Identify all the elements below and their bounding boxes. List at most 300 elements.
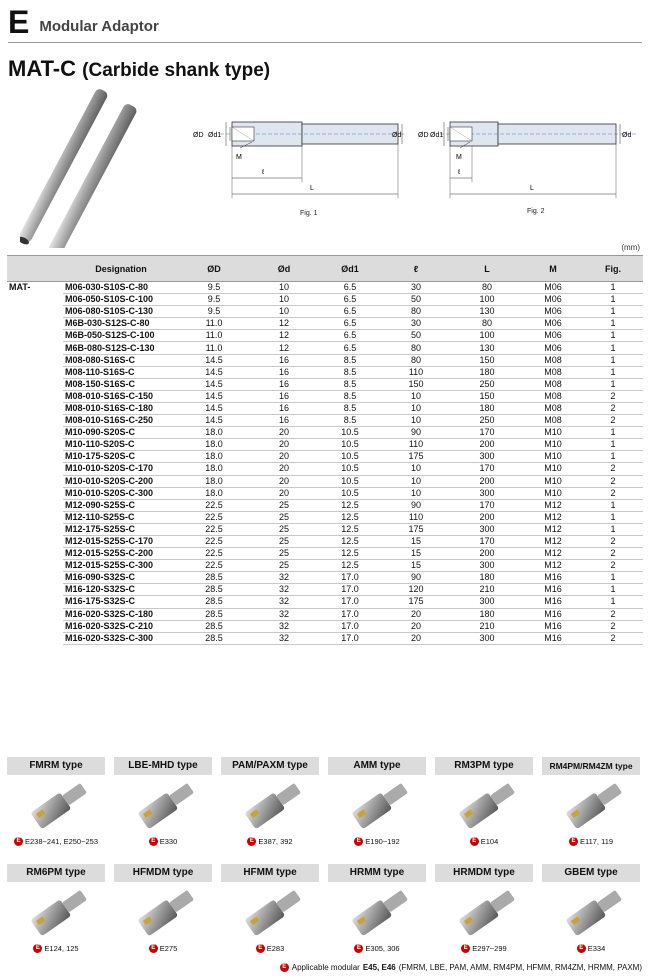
cell-L: 100 (451, 330, 523, 342)
cell-l: 10 (381, 402, 451, 414)
table-row (7, 463, 643, 475)
tool-type-card (542, 757, 640, 857)
fig1-label-d1: Ød1 (208, 132, 222, 139)
cell-l: 15 (381, 548, 451, 560)
cell-L: 200 (451, 548, 523, 560)
cell-od: 18.0 (179, 439, 249, 451)
cell-L: 130 (451, 306, 523, 318)
cell-designation: M06-030-S10S-C-80 (63, 282, 179, 294)
cell-d: 20 (249, 451, 319, 463)
page-reference-text: E334 (587, 944, 606, 953)
cell-designation: M12-015-S25S-C-170 (63, 535, 179, 547)
page-reference-text: E238~241, E250~253 (25, 837, 98, 846)
cell-L: 150 (451, 390, 523, 402)
cell-fig: 2 (583, 475, 643, 487)
cell-od: 18.0 (179, 475, 249, 487)
tool-image (328, 775, 426, 837)
cell-fig: 2 (583, 390, 643, 402)
table-row (7, 596, 643, 608)
page-reference[interactable] (114, 944, 212, 953)
cell-designation: M10-010-S20S-C-300 (63, 487, 179, 499)
cell-l: 110 (381, 439, 451, 451)
cell-d: 20 (249, 427, 319, 439)
table-row (7, 415, 643, 427)
table-row (7, 475, 643, 487)
row-prefix (7, 439, 63, 451)
cell-l: 90 (381, 572, 451, 584)
cell-fig: 1 (583, 354, 643, 366)
cell-d: 16 (249, 366, 319, 378)
row-prefix (7, 451, 63, 463)
figure-2-drawing (418, 108, 648, 218)
cell-L: 300 (451, 487, 523, 499)
row-prefix (7, 342, 63, 354)
cell-d1: 8.5 (319, 390, 381, 402)
cell-d1: 17.0 (319, 584, 381, 596)
cell-od: 28.5 (179, 584, 249, 596)
cell-l: 90 (381, 499, 451, 511)
cell-designation: M08-010-S16S-C-250 (63, 415, 179, 427)
cell-d1: 6.5 (319, 282, 381, 294)
reference-icon: E (14, 837, 23, 846)
row-prefix (7, 584, 63, 596)
cell-od: 14.5 (179, 366, 249, 378)
header-prefix (7, 256, 63, 282)
cell-od: 14.5 (179, 378, 249, 390)
cell-fig: 2 (583, 463, 643, 475)
table-row (7, 560, 643, 572)
header-d: Ød (249, 256, 319, 282)
table-row (7, 572, 643, 584)
cell-L: 180 (451, 608, 523, 620)
table-row (7, 342, 643, 354)
cell-l: 10 (381, 415, 451, 427)
tool-type-card (328, 864, 426, 964)
footer-note (280, 963, 642, 972)
page-reference[interactable] (7, 944, 105, 953)
cell-d: 16 (249, 354, 319, 366)
cell-d1: 12.5 (319, 511, 381, 523)
cell-l: 110 (381, 366, 451, 378)
cell-od: 9.5 (179, 294, 249, 306)
tool-type-label: RM6PM type (7, 864, 105, 882)
cell-fig: 2 (583, 487, 643, 499)
tool-image (435, 882, 533, 944)
fig1-label-d: Ød (392, 132, 402, 139)
cell-L: 80 (451, 282, 523, 294)
page-reference[interactable] (328, 944, 426, 953)
cell-od: 18.0 (179, 427, 249, 439)
row-prefix (7, 378, 63, 390)
cell-d: 12 (249, 342, 319, 354)
cell-designation: M6B-030-S12S-C-80 (63, 318, 179, 330)
cell-L: 250 (451, 415, 523, 427)
reference-icon: E (33, 944, 42, 953)
cell-d1: 12.5 (319, 560, 381, 572)
table-row (7, 354, 643, 366)
footer-text: Applicable modular (291, 963, 360, 972)
cell-L: 200 (451, 511, 523, 523)
fig2-label-M: M (456, 154, 462, 161)
table-row (7, 548, 643, 560)
page-reference[interactable] (328, 837, 426, 846)
header-M: M (523, 256, 583, 282)
cell-fig: 1 (583, 584, 643, 596)
tool-type-label: HFMM type (221, 864, 319, 882)
cell-fig: 2 (583, 415, 643, 427)
figure-1-caption: Fig. 1 (300, 210, 318, 217)
cell-d1: 6.5 (319, 330, 381, 342)
cell-fig: 1 (583, 499, 643, 511)
row-prefix (7, 511, 63, 523)
cell-m: M12 (523, 511, 583, 523)
cell-d: 32 (249, 620, 319, 632)
cell-d1: 12.5 (319, 535, 381, 547)
row-prefix (7, 306, 63, 318)
cell-m: M16 (523, 584, 583, 596)
page-reference[interactable] (435, 837, 533, 846)
cell-d: 20 (249, 487, 319, 499)
table-row (7, 487, 643, 499)
cell-designation: M08-150-S16S-C (63, 378, 179, 390)
cell-od: 14.5 (179, 390, 249, 402)
reference-icon: E (149, 837, 158, 846)
cell-m: M06 (523, 330, 583, 342)
figure-2-caption: Fig. 2 (527, 208, 545, 215)
cell-od: 28.5 (179, 620, 249, 632)
row-prefix (7, 318, 63, 330)
cell-m: M12 (523, 535, 583, 547)
page-reference-text: E104 (480, 837, 499, 846)
cell-m: M10 (523, 475, 583, 487)
unit-label: (mm) (621, 243, 640, 252)
table-row (7, 402, 643, 414)
cell-designation: M06-050-S10S-C-100 (63, 294, 179, 306)
cell-fig: 1 (583, 318, 643, 330)
table-row (7, 318, 643, 330)
row-prefix (7, 427, 63, 439)
cell-m: M08 (523, 390, 583, 402)
reference-icon: E (280, 963, 289, 972)
cell-L: 170 (451, 463, 523, 475)
cell-fig: 1 (583, 596, 643, 608)
cell-d1: 6.5 (319, 306, 381, 318)
table-row (7, 511, 643, 523)
page-reference-text: E190~192 (365, 837, 400, 846)
cell-m: M06 (523, 306, 583, 318)
tool-type-label: HRMM type (328, 864, 426, 882)
cell-m: M08 (523, 415, 583, 427)
cell-L: 300 (451, 596, 523, 608)
header-d1: Ød1 (319, 256, 381, 282)
cell-m: M16 (523, 632, 583, 644)
table-row (7, 366, 643, 378)
tool-type-card (221, 864, 319, 964)
fig1-label-M: M (236, 154, 242, 161)
cell-od: 14.5 (179, 415, 249, 427)
cell-designation: M12-015-S25S-C-200 (63, 548, 179, 560)
cell-d: 20 (249, 463, 319, 475)
fig2-label-D: ØD (418, 132, 429, 139)
cell-od: 9.5 (179, 306, 249, 318)
tool-type-card (435, 864, 533, 964)
page-reference-text: E330 (159, 837, 178, 846)
row-prefix (7, 463, 63, 475)
row-prefix (7, 548, 63, 560)
cell-d1: 8.5 (319, 378, 381, 390)
reference-icon: E (569, 837, 578, 846)
cell-d: 32 (249, 572, 319, 584)
cell-fig: 1 (583, 451, 643, 463)
cell-l: 15 (381, 560, 451, 572)
cell-m: M08 (523, 402, 583, 414)
cell-L: 210 (451, 620, 523, 632)
cell-od: 28.5 (179, 596, 249, 608)
product-photo (20, 88, 180, 248)
row-prefix (7, 366, 63, 378)
row-prefix (7, 572, 63, 584)
tool-type-card (328, 757, 426, 857)
cell-l: 50 (381, 330, 451, 342)
cell-L: 180 (451, 366, 523, 378)
cell-l: 10 (381, 390, 451, 402)
reference-icon: E (461, 944, 470, 953)
fig2-label-d1: Ød1 (430, 132, 444, 139)
footer-list: (FMRM, LBE, PAM, AMM, RM4PM, HFMM, RM4ZM, HRMM, PAXM) (398, 963, 642, 972)
cell-d1: 8.5 (319, 366, 381, 378)
tool-type-card (542, 864, 640, 964)
cell-d: 16 (249, 415, 319, 427)
cell-d1: 10.5 (319, 475, 381, 487)
cell-m: M12 (523, 499, 583, 511)
page-reference[interactable] (542, 837, 640, 846)
cell-m: M06 (523, 318, 583, 330)
cell-designation: M16-020-S32S-C-180 (63, 608, 179, 620)
tool-type-card (7, 757, 105, 857)
row-prefix (7, 608, 63, 620)
tool-image (542, 882, 640, 944)
cell-L: 170 (451, 535, 523, 547)
cell-d: 10 (249, 294, 319, 306)
table-row (7, 632, 643, 644)
fig2-label-L: L (530, 185, 534, 192)
cell-fig: 1 (583, 282, 643, 294)
cell-L: 200 (451, 475, 523, 487)
cell-m: M16 (523, 608, 583, 620)
row-prefix (7, 535, 63, 547)
cell-d1: 12.5 (319, 523, 381, 535)
cell-d: 32 (249, 596, 319, 608)
cell-L: 300 (451, 451, 523, 463)
table-row (7, 499, 643, 511)
cell-d: 16 (249, 378, 319, 390)
tool-image (221, 775, 319, 837)
table-row (7, 306, 643, 318)
cell-m: M12 (523, 548, 583, 560)
page-reference[interactable] (542, 944, 640, 953)
cell-designation: M10-010-S20S-C-170 (63, 463, 179, 475)
cell-fig: 1 (583, 294, 643, 306)
page-reference[interactable] (435, 944, 533, 953)
section-title: Modular Adaptor (39, 18, 159, 35)
cell-designation: M10-110-S20S-C (63, 439, 179, 451)
cell-m: M16 (523, 620, 583, 632)
page-reference-text: E297~299 (472, 944, 507, 953)
row-prefix (7, 330, 63, 342)
table-row (7, 282, 643, 294)
reference-icon: E (256, 944, 265, 953)
cell-l: 175 (381, 451, 451, 463)
cell-designation: M12-110-S25S-C (63, 511, 179, 523)
cell-d: 32 (249, 608, 319, 620)
cell-m: M10 (523, 463, 583, 475)
cell-d: 32 (249, 584, 319, 596)
cell-d: 10 (249, 282, 319, 294)
cell-L: 300 (451, 560, 523, 572)
cell-d1: 8.5 (319, 402, 381, 414)
cell-od: 14.5 (179, 402, 249, 414)
cell-fig: 2 (583, 632, 643, 644)
page-reference[interactable] (221, 837, 319, 846)
cell-od: 18.0 (179, 451, 249, 463)
tool-image (114, 882, 212, 944)
cell-m: M10 (523, 487, 583, 499)
page-reference[interactable] (7, 837, 105, 846)
row-prefix (7, 294, 63, 306)
cell-designation: M6B-080-S12S-C-130 (63, 342, 179, 354)
cell-od: 18.0 (179, 487, 249, 499)
cell-L: 80 (451, 318, 523, 330)
cell-L: 300 (451, 632, 523, 644)
product-title-main: MAT-C (8, 56, 77, 81)
page-reference-text: E117, 119 (579, 837, 614, 846)
cell-d: 25 (249, 511, 319, 523)
tool-image (114, 775, 212, 837)
cell-designation: M16-090-S32S-C (63, 572, 179, 584)
cell-d: 32 (249, 632, 319, 644)
cell-fig: 1 (583, 330, 643, 342)
row-prefix (7, 475, 63, 487)
row-prefix (7, 354, 63, 366)
row-prefix (7, 596, 63, 608)
cell-d1: 10.5 (319, 487, 381, 499)
cell-od: 9.5 (179, 282, 249, 294)
cell-m: M08 (523, 366, 583, 378)
table-row (7, 608, 643, 620)
cell-designation: M08-110-S16S-C (63, 366, 179, 378)
cell-m: M16 (523, 572, 583, 584)
cell-l: 20 (381, 608, 451, 620)
page-reference-text: E275 (159, 944, 178, 953)
cell-fig: 1 (583, 306, 643, 318)
cell-d: 25 (249, 499, 319, 511)
cell-fig: 1 (583, 572, 643, 584)
row-prefix (7, 560, 63, 572)
cell-L: 300 (451, 523, 523, 535)
header-L: L (451, 256, 523, 282)
cell-od: 28.5 (179, 632, 249, 644)
cell-d1: 17.0 (319, 620, 381, 632)
cell-d: 25 (249, 560, 319, 572)
section-letter: E (8, 4, 30, 40)
cell-d: 16 (249, 390, 319, 402)
cell-designation: M16-020-S32S-C-300 (63, 632, 179, 644)
cell-fig: 1 (583, 427, 643, 439)
cell-d1: 10.5 (319, 463, 381, 475)
cell-d: 16 (249, 402, 319, 414)
cell-od: 22.5 (179, 535, 249, 547)
cell-od: 14.5 (179, 354, 249, 366)
page-reference-text: E387, 392 (258, 837, 293, 846)
cell-od: 11.0 (179, 342, 249, 354)
cell-d1: 6.5 (319, 342, 381, 354)
tool-type-label: RM4PM/RM4ZM type (542, 757, 640, 775)
tool-type-label: AMM type (328, 757, 426, 775)
table-row (7, 584, 643, 596)
cell-d1: 17.0 (319, 632, 381, 644)
table-row (7, 330, 643, 342)
cell-designation: M08-080-S16S-C (63, 354, 179, 366)
cell-l: 175 (381, 596, 451, 608)
cell-designation: M10-175-S20S-C (63, 451, 179, 463)
product-title-sub: (Carbide shank type) (82, 60, 271, 81)
cell-designation: M10-010-S20S-C-200 (63, 475, 179, 487)
cell-l: 15 (381, 535, 451, 547)
cell-d1: 10.5 (319, 451, 381, 463)
spec-table (7, 255, 643, 645)
cell-d1: 8.5 (319, 354, 381, 366)
cell-d1: 6.5 (319, 294, 381, 306)
page-reference[interactable] (221, 944, 319, 953)
cell-l: 20 (381, 632, 451, 644)
page-reference[interactable] (114, 837, 212, 846)
row-prefix (7, 620, 63, 632)
cell-d: 20 (249, 475, 319, 487)
reference-icon: E (577, 944, 586, 953)
cell-d1: 17.0 (319, 608, 381, 620)
cell-designation: M16-175-S32S-C (63, 596, 179, 608)
cell-od: 28.5 (179, 608, 249, 620)
cell-m: M10 (523, 427, 583, 439)
cell-fig: 2 (583, 608, 643, 620)
table-row (7, 439, 643, 451)
cell-l: 20 (381, 620, 451, 632)
page-header (8, 4, 159, 40)
cell-m: M06 (523, 282, 583, 294)
page-reference-text: E124, 125 (44, 944, 79, 953)
cell-d1: 10.5 (319, 439, 381, 451)
tool-type-label: HFMDM type (114, 864, 212, 882)
cell-fig: 2 (583, 535, 643, 547)
cell-d1: 10.5 (319, 427, 381, 439)
cell-l: 90 (381, 427, 451, 439)
footer-pages[interactable]: E45, E46 (362, 963, 396, 972)
cell-d1: 8.5 (319, 415, 381, 427)
cell-od: 22.5 (179, 560, 249, 572)
cell-d: 25 (249, 523, 319, 535)
reference-icon: E (354, 837, 363, 846)
row-prefix (7, 499, 63, 511)
cell-L: 130 (451, 342, 523, 354)
table-row (7, 378, 643, 390)
cell-designation: M16-120-S32S-C (63, 584, 179, 596)
tool-image (542, 775, 640, 837)
cell-d: 12 (249, 330, 319, 342)
cell-fig: 1 (583, 439, 643, 451)
tool-image (435, 775, 533, 837)
cell-m: M10 (523, 439, 583, 451)
cell-m: M08 (523, 378, 583, 390)
